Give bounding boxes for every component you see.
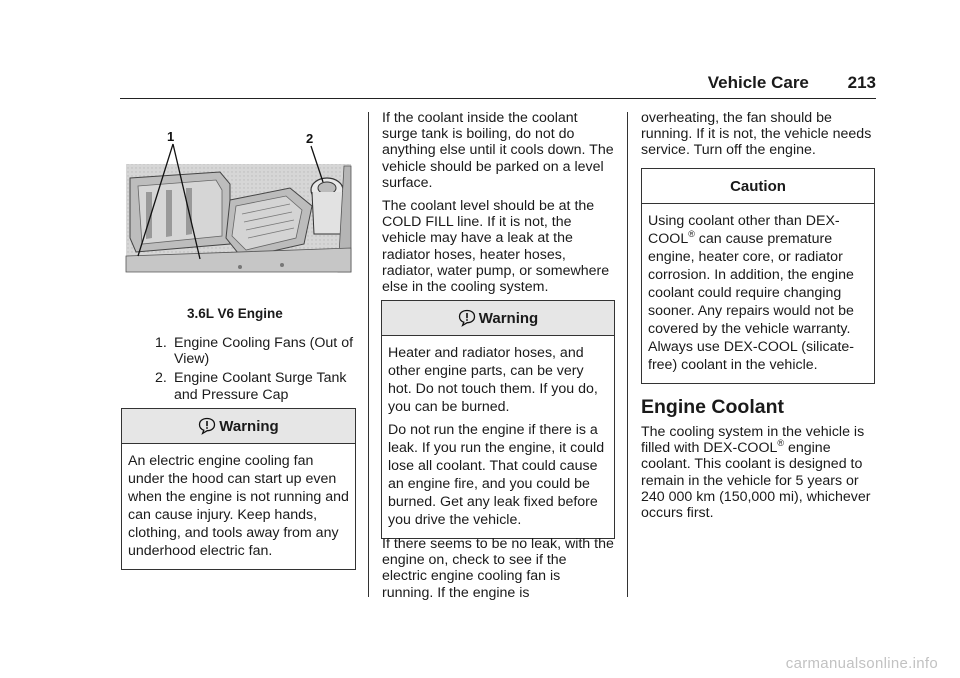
list-item-number: 2. bbox=[155, 370, 167, 387]
header-rule bbox=[120, 98, 876, 99]
watermark: carmanualsonline.info bbox=[785, 655, 938, 672]
page-number: 213 bbox=[847, 73, 876, 92]
column-3 bbox=[641, 110, 873, 166]
engine-coolant-body bbox=[641, 424, 875, 528]
figure-legend bbox=[155, 335, 355, 406]
warning-header bbox=[122, 409, 355, 444]
caution-title: Caution bbox=[730, 177, 786, 195]
warning-bubble-icon bbox=[198, 417, 216, 435]
caution-box bbox=[641, 168, 875, 384]
figure-caption: 3.6L V6 Engine bbox=[187, 306, 283, 321]
warning-text: Heater and radiator hoses, and other engine parts, can be very hot. Do not touch them. If you do, you can be burned. bbox=[388, 345, 598, 415]
section-heading: Engine Coolant bbox=[641, 396, 784, 418]
warning-text: Do not run the engine if there is a leak. If you run the engine, it could lose all coolant. That could cause an engine fire, and you could be burned. Get any leak fixed before you drive the vehicle. bbox=[388, 422, 605, 528]
callout-1: 1 bbox=[167, 129, 175, 144]
list-item bbox=[155, 370, 355, 402]
column-2-continued bbox=[382, 536, 614, 608]
column-2 bbox=[382, 110, 614, 302]
warning-box bbox=[121, 408, 356, 570]
warning-title: Warning bbox=[478, 309, 539, 327]
callout-2: 2 bbox=[306, 131, 314, 146]
section-title: Vehicle Care bbox=[707, 73, 809, 92]
list-item-text: Engine Coolant Surge Tank and Pressure Cap bbox=[174, 370, 347, 403]
warning-header bbox=[382, 301, 614, 336]
paragraph: The coolant level should be at the COLD FILL line. If it is not, the vehicle may have a leak at the radiator hoses, heater hoses, radiator, water pump, or somewhere else in the cooling system. bbox=[382, 198, 610, 296]
caution-text: Using coolant other than DEX-COOL® can cause premature engine, heater core, or radiator corrosion. In addition, the engine coolant could require changing sooner. Any repairs would not be covered by the vehicle warranty. Always use DEX-COOL (silicate-free) coolant in the vehicle. bbox=[648, 213, 855, 373]
warning-title: Warning bbox=[219, 417, 279, 435]
paragraph: If the coolant inside the coolant surge tank is boiling, do not do anything else until it cools down. The vehicle should be parked on a level surface. bbox=[382, 110, 614, 191]
list-item bbox=[155, 335, 355, 367]
caution-header bbox=[642, 169, 874, 204]
column-divider bbox=[368, 112, 369, 597]
engine-illustration bbox=[122, 126, 354, 276]
list-item-number: 1. bbox=[155, 335, 167, 351]
page-header bbox=[708, 73, 876, 93]
paragraph: If there seems to be no leak, with the engine on, check to see if the electric engine cooling fan is running. If the engine is bbox=[382, 536, 614, 601]
warning-bubble-icon bbox=[458, 309, 476, 327]
paragraph: The cooling system in the vehicle is filled with DEX-COOL® engine coolant. This coolant is designed to remain in the vehicle for 5 years or 240 000 km (150,000 mi), whichever occurs first. bbox=[641, 424, 871, 522]
engine-figure bbox=[122, 126, 354, 276]
warning-box bbox=[381, 300, 615, 539]
list-item-text: Engine Cooling Fans (Out of View) bbox=[174, 335, 354, 368]
column-divider bbox=[627, 112, 628, 597]
warning-text: An electric engine cooling fan under the hood can start up even when the engine is not running and can cause injury. Keep hands, clothing, and tools away from any underhood electric fan. bbox=[128, 453, 349, 559]
paragraph: overheating, the fan should be running. If it is not, the vehicle needs service. Turn off the engine. bbox=[641, 110, 872, 159]
